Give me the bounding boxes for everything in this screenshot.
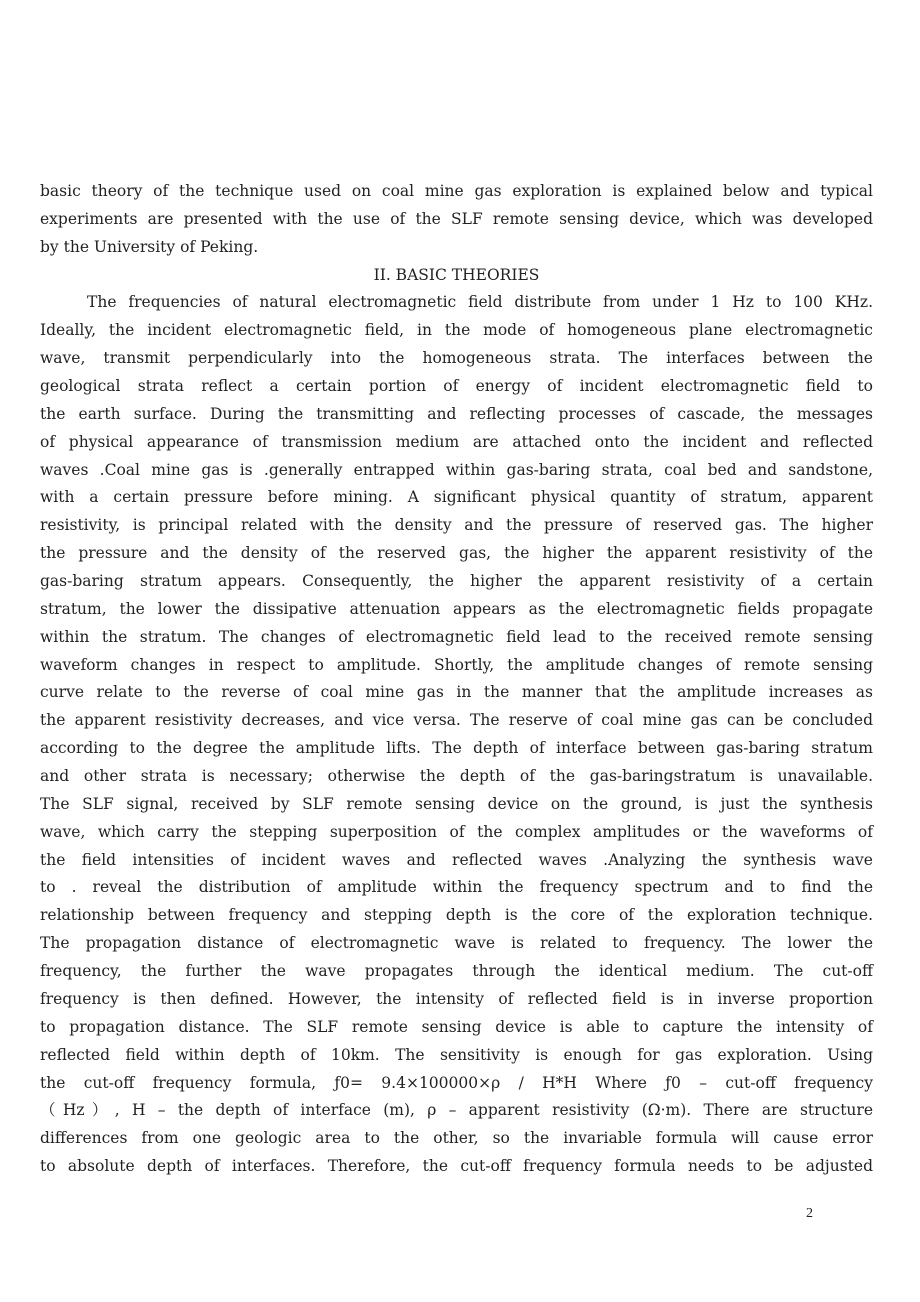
page-number: 2 [806,1206,813,1221]
text-line: waveform changes in respect to amplitude. Shortly, the amplitude changes of remote sensing [40,655,873,674]
text-line: the earth surface. During the transmitting and reflecting processes of cascade, the messages [40,404,873,423]
text-line: according to the degree the amplitude lifts. The depth of interface between gas-baring stratum [40,739,873,758]
text-line: with a certain pressure before mining. A significant physical quantity of stratum, apparent [40,488,873,507]
text-line: stratum, the lower the dissipative attenuation appears as the electromagnetic fields propagate [40,599,873,618]
text-line: reflected field within depth of 10km. The sensitivity is enough for gas exploration. Using [40,1045,873,1064]
text-line: gas-baring stratum appears. Consequently, the higher the apparent resistivity of a certain [40,572,873,591]
text-line: differences from one geologic area to the other, so the invariable formula will cause error [40,1129,873,1148]
text-line: and other strata is necessary; otherwise the depth of the gas-baringstratum is unavailable. [40,767,873,786]
body-text [40,178,873,1181]
section-heading: II. BASIC THEORIES [373,265,540,284]
text-line: curve relate to the reverse of coal mine gas in the manner that the amplitude increases as [40,683,873,702]
formula-line: the cut-off frequency formula, ƒ0= 9.4×100000×ρ / H*H Where ƒ0 – cut-off frequency [40,1073,873,1092]
text-line: wave, which carry the stepping superposition of the complex amplitudes or the waveforms of [40,822,873,841]
text-line: geological strata reflect a certain portion of energy of incident electromagnetic field to [40,377,873,396]
text-line: waves .Coal mine gas is .generally entrapped within gas-baring strata, coal bed and sandstone, [40,460,873,479]
text-line: （Hz）, H – the depth of interface (m), ρ – apparent resistivity (Ω·m). There are structure [40,1101,873,1120]
text-line: The frequencies of natural electromagnetic field distribute from under 1 Hz to 100 KHz. [87,293,873,312]
text-line: experiments are presented with the use of the SLF remote sensing device, which was developed [40,209,873,228]
text-line: basic theory of the technique used on coal mine gas exploration is explained below and typical [40,182,873,200]
text-line: to . reveal the distribution of amplitude within the frequency spectrum and to find the [40,878,873,897]
text-line: to absolute depth of interfaces. Therefore, the cut-off frequency formula needs to be adjusted [40,1157,873,1176]
text-line: wave, transmit perpendicularly into the homogeneous strata. The interfaces between the [40,349,873,368]
text-line: within the stratum. The changes of electromagnetic field lead to the received remote sensing [40,627,873,646]
text-line: Ideally, the incident electromagnetic field, in the mode of homogeneous plane electromagnetic [40,321,873,340]
text-line: frequency is then defined. However, the intensity of reflected field is in inverse proportion [40,989,873,1008]
text-line: the field intensities of incident waves and reflected waves .Analyzing the synthesis wave [40,850,873,869]
text-line: resistivity, is principal related with the density and the pressure of reserved gas. The higher [40,516,873,535]
text-line: The SLF signal, received by SLF remote sensing device on the ground, is just the synthesis [40,794,873,813]
text-line: frequency, the further the wave propagates through the identical medium. The cut-off [40,962,873,981]
text-line: The propagation distance of electromagnetic wave is related to frequency. The lower the [40,934,873,953]
text-line: to propagation distance. The SLF remote sensing device is able to capture the intensity of [40,1017,873,1036]
text-line: the pressure and the density of the reserved gas, the higher the apparent resistivity of the [40,544,873,563]
text-line: of physical appearance of transmission medium are attached onto the incident and reflected [40,432,873,451]
text-line: relationship between frequency and stepping depth is the core of the exploration technique. [40,906,873,925]
text-line: by the University of Peking. [40,237,259,256]
text-line: the apparent resistivity decreases, and vice versa. The reserve of coal mine gas can be concluded [40,711,873,730]
